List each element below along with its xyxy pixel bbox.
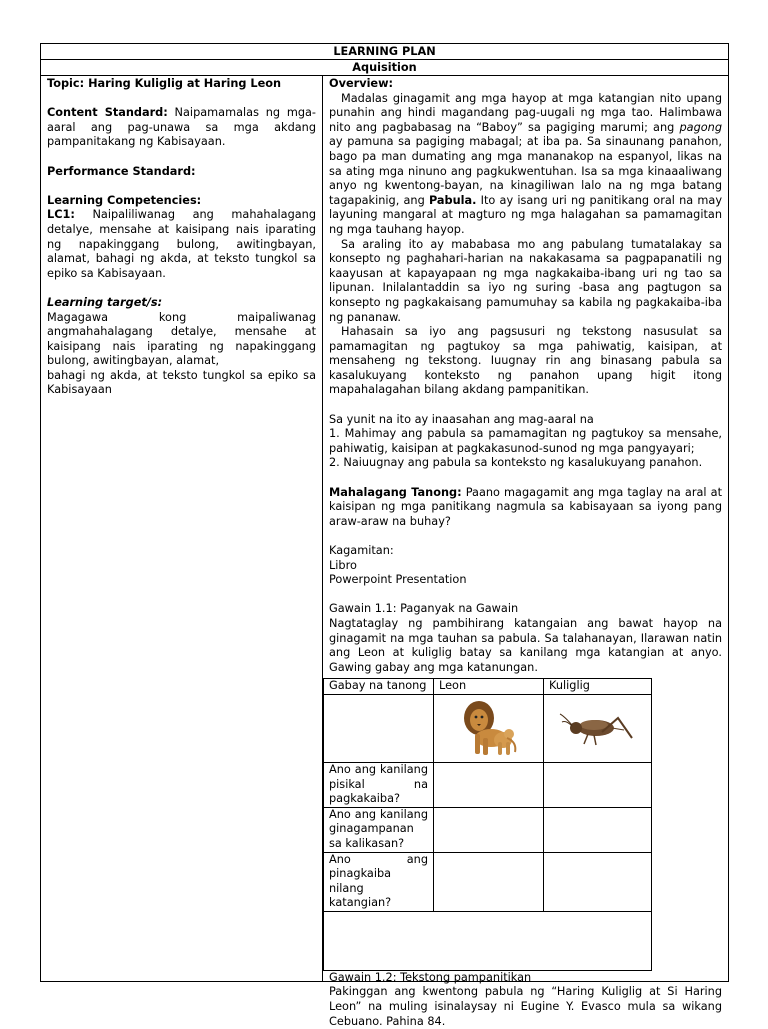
unit-intro: Sa yunit na ito ay inaasahan ang mag-aaral na [329,412,594,426]
content-standard-label: Content Standard: [47,106,168,120]
material-item: Libro [329,558,357,572]
targets-label: Learning target/s: [47,295,163,309]
plan-title: LEARNING PLAN [41,44,728,60]
plan-subtitle: Aquisition [41,60,728,76]
topic: Topic: Haring Kuliglig at Haring Leon [47,77,282,90]
answer-cell-kuliglig[interactable] [544,807,652,852]
p1-bold: Pabula. [428,193,477,207]
table-row [324,807,652,852]
activity2-text: Pakinggan ang kwentong pabula ng “Haring Kuliglig at Si Haring Leon” na muling isinalaysay ni Eugine Y. Evasco mula sa wikang Cebuano. Pahina 84. [329,985,722,1028]
activity2-title: Gawain 1.2: Tekstong pampanitikan [329,970,532,984]
right-column [323,76,728,1028]
answer-cell-leon[interactable] [434,807,544,852]
plan-columns [41,76,728,1028]
overview-paragraph-3: Hahasain sa iyo ang pagsusuri ng tekstong nasusulat sa pamamagitan ng pagtukoy sa mga pahiwatig, kaisipan, at mensaheng ng tekstong. Iuugnay rin ang binasang pabula sa kasalukuyang konteksto ng panahon upang higit itong mapahalagahan bilang akdang pampanitikan. [329,325,722,397]
essential-label: Mahalagang Tanong: [329,485,462,499]
lion-image [457,698,521,758]
p1-part-c: Ito ay isang uri ng panitikang oral na may layuning mangaral at magturo ng mga halagahan sa pamamagitan ng mga tauhang hayop. [329,193,722,236]
learning-plan [40,43,729,1028]
guide-question: Ano ang pinagkaiba nilang katangian? [324,852,434,911]
guide-table [323,678,652,912]
table-header: Gabay na tanong [324,679,434,695]
left-column [41,76,323,981]
p1-italic: pagong [679,120,722,134]
lc1-label: LC1: [47,208,75,222]
competencies-label: Learning Competencies: [47,193,202,207]
table-header: Leon [434,679,544,695]
cricket-image [558,708,638,748]
p1-part-a: Madalas ginagamit ang mga hayop at mga katangian nito upang punahin ang hindi magandang pag-uugali ng mga tao. Halimbawa nito ang pagbabasag na “Baboy” sa pagiging marumi; ang [329,91,722,134]
content-standard [47,106,316,150]
unit-objective-2: 2. Naiuugnay ang pabula sa konteksto ng kasalukuyang panahon. [329,456,703,470]
lc1-text: Naipaliliwanag ang mahahalagang detalye, mensahe at kaisipang nais iparating ng napakinggang bulong, awitingbayan, alamat, bahagi ng akda, at teksto tungkol sa epiko sa Kabisayaan. [47,208,316,280]
activity1-text: Nagtataglay ng pambihirang katangaian ang bawat hayop na ginagamit na mga tauhan sa pabula. Sa talahanayan, Ilarawan natin ang Leon at kuliglig batay sa kanilang mga katangian at anyo. Gawing gabay ang mga katanungan. [329,616,722,674]
guide-question: Ano ang kanilang pisikal na pagkakaiba? [324,762,434,807]
answer-cell-kuliglig[interactable] [544,852,652,911]
table-row [324,694,652,762]
overview-label: Overview: [329,77,394,90]
answer-cell-leon[interactable] [434,762,544,807]
blank-table-area [323,912,652,971]
overview-paragraph-2: Sa araling ito ay mababasa mo ang pabulang tumatalakay sa konsepto ng paghahari-harian na nakakasama sa pagpapanatili ng kaayusan at kapayapaan ng mga nagkakaiba-ibang uri ng tao sa lipunan. Inilalantaddin sa iyo ng suring -basa ang pagtugon sa konsepto ng pagkakaisang pamumuhay sa kabila ng pagkakaiba-iba ng pananaw. [329,237,722,324]
activity1-title: Gawain 1.1: Paganyak na Gawain [329,602,519,616]
performance-standard-label: Performance Standard: [47,164,196,178]
table-header: Kuliglig [544,679,652,695]
essential-text: Paano magagamit ang mga taglay na aral at kaisipan ng mga panitikang nagmula sa kabisayaan sa iyong pang araw-araw na buhay? [329,485,723,528]
guide-question: Ano ang kanilang ginagampanan sa kalikasan? [324,807,434,852]
materials-label: Kagamitan: [329,544,394,557]
table-row [324,852,652,911]
material-item: Powerpoint Presentation [329,573,467,587]
targets-text-1: Magagawa kong maipaliwanag angmahahalagang detalye, mensahe at kaisipang nais iparating ng napakinggang bulong, awitingbayan, alamat, [47,310,316,368]
essential-question [329,486,722,530]
content-standard-text: Naipamamalas ng mga-aaral ang pag-unawa sa mga akdang pampanitakang ng Kabisayaan. [47,106,316,149]
unit-objective-1: 1. Mahimay ang pabula sa pamamagitan ng pagtukoy sa mensahe, pahiwatig, kaisipan at pagkakasunod-sunod ng mga pangyayari; [329,427,722,455]
table-header-row [324,679,652,695]
answer-cell-leon[interactable] [434,852,544,911]
table-row [324,762,652,807]
lc1 [47,208,316,281]
p1-part-b: ay pamuna sa pagiging mabagal; at iba pa. Sa sinaunang panahon, bago pa man dumating ang mga mananakop na espanyol, likas na sa ating mga ninuno ang pagkukwentuhan. Isa sa mga kinaaaliwang anyo ng kwentong-bayan, na kinagiliwan lalo na ng mga batang tagapakinig, ang [329,135,722,207]
answer-cell-kuliglig[interactable] [544,762,652,807]
overview-paragraph-1 [329,92,722,238]
targets-text-2: bahagi ng akda, at teksto tungkol sa epiko sa Kabisayaan [47,368,316,397]
